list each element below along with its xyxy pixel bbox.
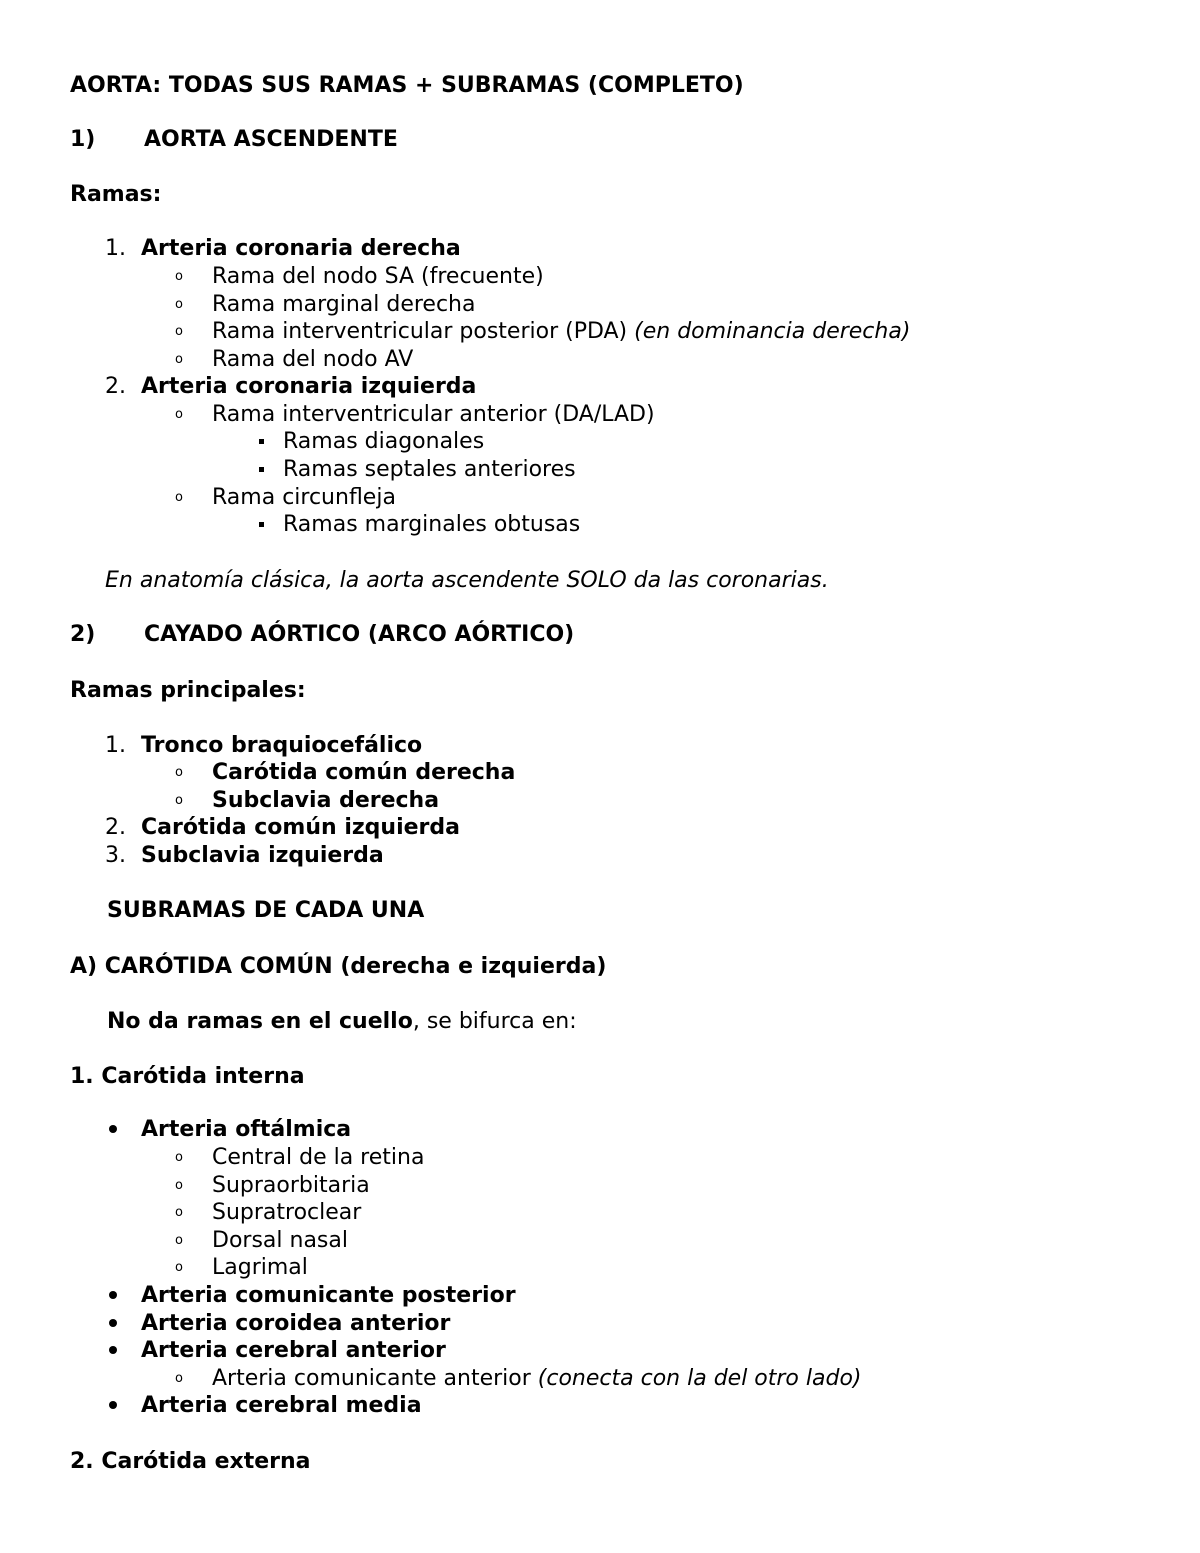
section-1-ramas-label: Ramas: (70, 182, 162, 207)
list-item-text-main: Arteria comunicante anterior (212, 1366, 531, 1391)
carotida-comun-note-bold: No da ramas en el cuello (107, 1009, 413, 1034)
circle-bullet-icon: o (175, 269, 183, 284)
disc-bullet-icon (109, 1291, 117, 1299)
list-item-title: Arteria coronaria derecha (141, 236, 461, 261)
list-item-text: Supratroclear (212, 1200, 362, 1225)
list-item-text: Ramas septales anteriores (283, 457, 576, 482)
square-bullet-icon (259, 439, 264, 444)
list-item-note: (en dominancia derecha) (634, 319, 911, 344)
list-item-text: Arteria coroidea anterior (141, 1311, 451, 1336)
carotida-externa-heading: 2. Carótida externa (70, 1449, 311, 1474)
list-item-text-main: Rama interventricular posterior (PDA) (212, 319, 628, 344)
list-number: 2. (105, 815, 126, 840)
list-item-text: Subclavia derecha (212, 788, 440, 813)
disc-bullet-icon (109, 1401, 117, 1409)
list-number: 1. (105, 733, 126, 758)
circle-bullet-icon: o (175, 1260, 183, 1275)
list-item-note: (conecta con la del otro lado) (537, 1366, 862, 1391)
list-item-text: Rama interventricular anterior (DA/LAD) (212, 402, 655, 427)
list-item-text: Arteria oftálmica (141, 1117, 352, 1142)
circle-bullet-icon: o (175, 1371, 183, 1386)
square-bullet-icon (259, 467, 264, 472)
list-item-text: Central de la retina (212, 1145, 425, 1170)
circle-bullet-icon: o (175, 1205, 183, 1220)
section-2-number: 2) (70, 622, 96, 647)
carotida-interna-heading: 1. Carótida interna (70, 1064, 305, 1089)
circle-bullet-icon: o (175, 793, 183, 808)
list-item-text: Arteria comunicante posterior (141, 1283, 516, 1308)
list-item-text: Ramas diagonales (283, 429, 485, 454)
circle-bullet-icon: o (175, 324, 183, 339)
list-item-text (212, 1365, 861, 1393)
list-item-text: Arteria cerebral media (141, 1393, 422, 1418)
list-item-text: Dorsal nasal (212, 1228, 348, 1253)
carotida-comun-note (107, 1008, 577, 1036)
list-item-text: Carótida común derecha (212, 760, 516, 785)
section-1-number: 1) (70, 127, 96, 152)
list-item-text: Rama circunfleja (212, 485, 396, 510)
list-item-title: Carótida común izquierda (141, 815, 460, 840)
circle-bullet-icon: o (175, 765, 183, 780)
carotida-comun-heading: A) CARÓTIDA COMÚN (derecha e izquierda) (70, 954, 607, 979)
list-item-text: Rama marginal derecha (212, 292, 476, 317)
list-item-text (212, 318, 910, 346)
section-2-heading: CAYADO AÓRTICO (ARCO AÓRTICO) (144, 622, 575, 647)
list-item-title: Tronco braquiocefálico (141, 733, 423, 758)
circle-bullet-icon: o (175, 1233, 183, 1248)
list-item-text: Rama del nodo AV (212, 347, 414, 372)
circle-bullet-icon: o (175, 352, 183, 367)
list-number: 1. (105, 236, 126, 261)
disc-bullet-icon (109, 1125, 117, 1133)
circle-bullet-icon: o (175, 490, 183, 505)
document-title: AORTA: TODAS SUS RAMAS + SUBRAMAS (COMPLETO) (70, 73, 744, 98)
list-item-title: Subclavia izquierda (141, 843, 384, 868)
circle-bullet-icon: o (175, 1150, 183, 1165)
list-item-text: Arteria cerebral anterior (141, 1338, 446, 1363)
list-number: 3. (105, 843, 126, 868)
list-number: 2. (105, 374, 126, 399)
list-item-text: Supraorbitaria (212, 1173, 370, 1198)
disc-bullet-icon (109, 1346, 117, 1354)
list-item-text: Ramas marginales obtusas (283, 512, 581, 537)
circle-bullet-icon: o (175, 1178, 183, 1193)
section-1-note: En anatomía clásica, la aorta ascendente SOLO da las coronarias. (105, 568, 829, 593)
list-item-text: Lagrimal (212, 1255, 308, 1280)
list-item-text: Rama del nodo SA (frecuente) (212, 264, 544, 289)
subramas-heading: SUBRAMAS DE CADA UNA (107, 898, 425, 923)
circle-bullet-icon: o (175, 407, 183, 422)
list-item-title: Arteria coronaria izquierda (141, 374, 477, 399)
carotida-comun-note-rest: , se bifurca en: (412, 1009, 577, 1034)
section-1-heading: AORTA ASCENDENTE (144, 127, 398, 152)
section-2-ramas-label: Ramas principales: (70, 678, 306, 703)
disc-bullet-icon (109, 1319, 117, 1327)
circle-bullet-icon: o (175, 297, 183, 312)
square-bullet-icon (259, 522, 264, 527)
